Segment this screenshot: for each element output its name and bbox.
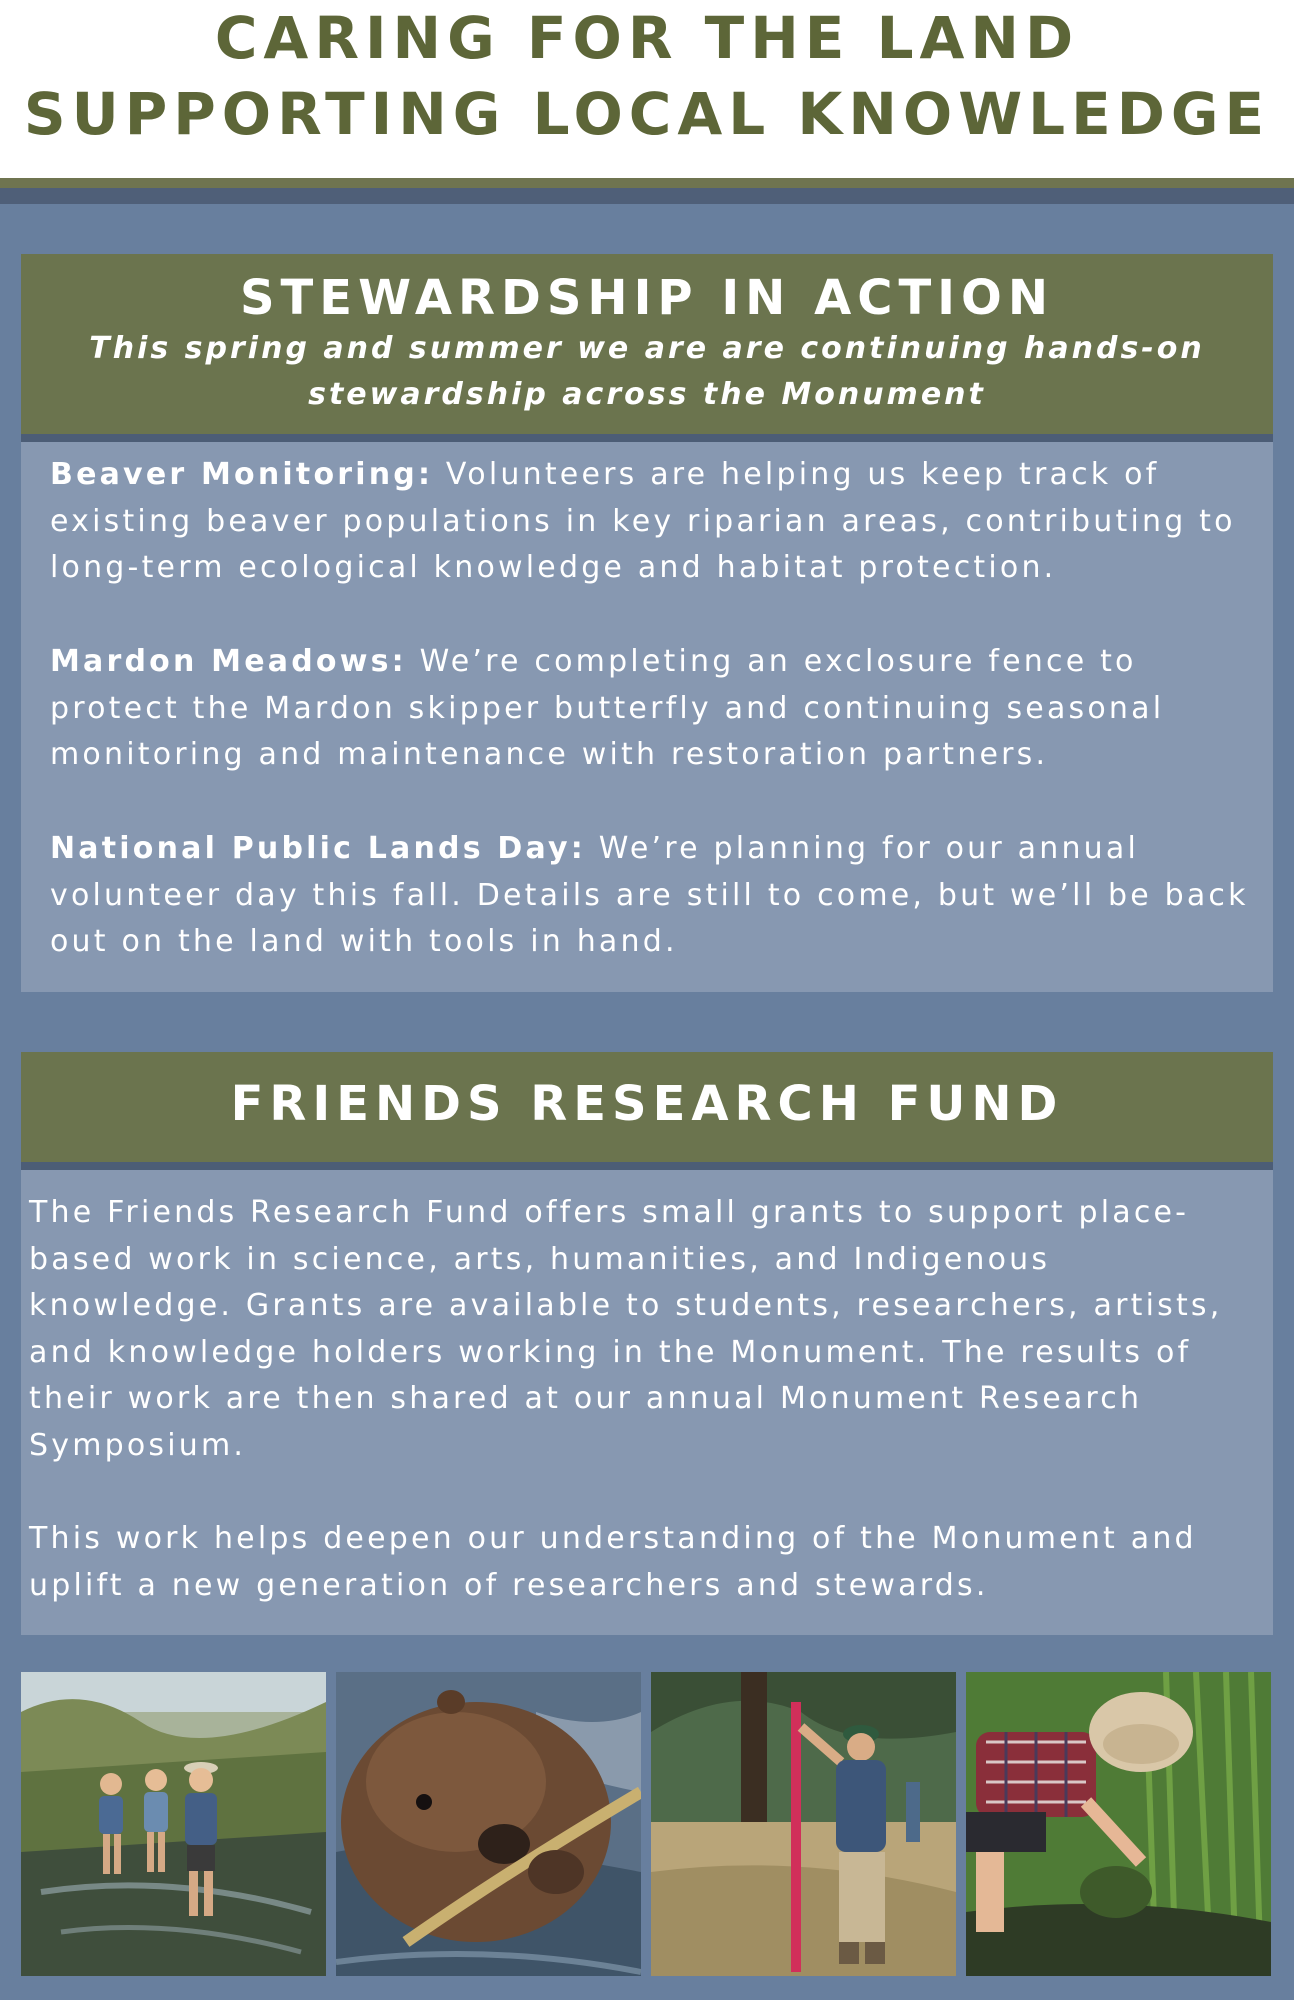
research-banner [21, 1052, 1273, 1162]
stewardship-item-text: We’re completing an exclosure fence to protect the Mardon skipper butterfly and continuing seasonal monitoring and maintenance with restoration partners. [50, 644, 1165, 772]
fence-post-work-photo [651, 1672, 956, 1976]
header-divider-slate [0, 188, 1294, 204]
hikers-in-creek-photo [21, 1672, 326, 1976]
research-paragraph-1: The Friends Research Fund offers small grants to support place-based work in science, arts, humanities, and Indigenous knowledge. Grants are available to students, researchers, artists, and knowledge holders working in the Monument. The results of their work are then shared at our annual Monument Research Symposium. [29, 1195, 1223, 1463]
stewardship-item-mardon [50, 639, 1250, 779]
beaver-photo [336, 1672, 641, 1976]
stewardship-banner-shadow [21, 434, 1273, 442]
stewardship-item-beaver [50, 452, 1250, 592]
research-paragraph-2: This work helps deepen our understanding of the Monument and uplift a new generation of researchers and stewards. [29, 1521, 1197, 1603]
research-banner-shadow [21, 1162, 1273, 1170]
research-panel [21, 1170, 1273, 1635]
stewardship-subtitle: This spring and summer we are are continuing hands-on stewardship across the Monument [89, 331, 1205, 412]
header-title-line-2: SUPPORTING LOCAL KNOWLEDGE [23, 80, 1271, 148]
planting-in-wetland-photo [966, 1672, 1271, 1976]
stewardship-banner [21, 254, 1273, 434]
header-divider-olive [0, 178, 1294, 188]
page-header [0, 0, 1294, 178]
stewardship-item-label: Beaver Monitoring: [50, 457, 434, 492]
stewardship-item-text: Volunteers are helping us keep track of existing beaver populations in key riparian areas, contributing to long-term ecological knowledge and habitat protection. [50, 457, 1236, 585]
stewardship-item-label: National Public Lands Day: [50, 831, 586, 866]
stewardship-item-text: We’re planning for our annual volunteer day this fall. Details are still to come, but we’ll be back out on the land with tools in hand. [50, 831, 1249, 959]
stewardship-title: STEWARDSHIP IN ACTION [239, 270, 1055, 326]
stewardship-panel [21, 442, 1273, 992]
research-title: FRIENDS RESEARCH FUND [230, 1076, 1064, 1132]
header-title-line-1: CARING FOR THE LAND [214, 4, 1080, 72]
stewardship-item-label: Mardon Meadows: [50, 644, 407, 679]
stewardship-item-public-lands-day [50, 826, 1250, 966]
